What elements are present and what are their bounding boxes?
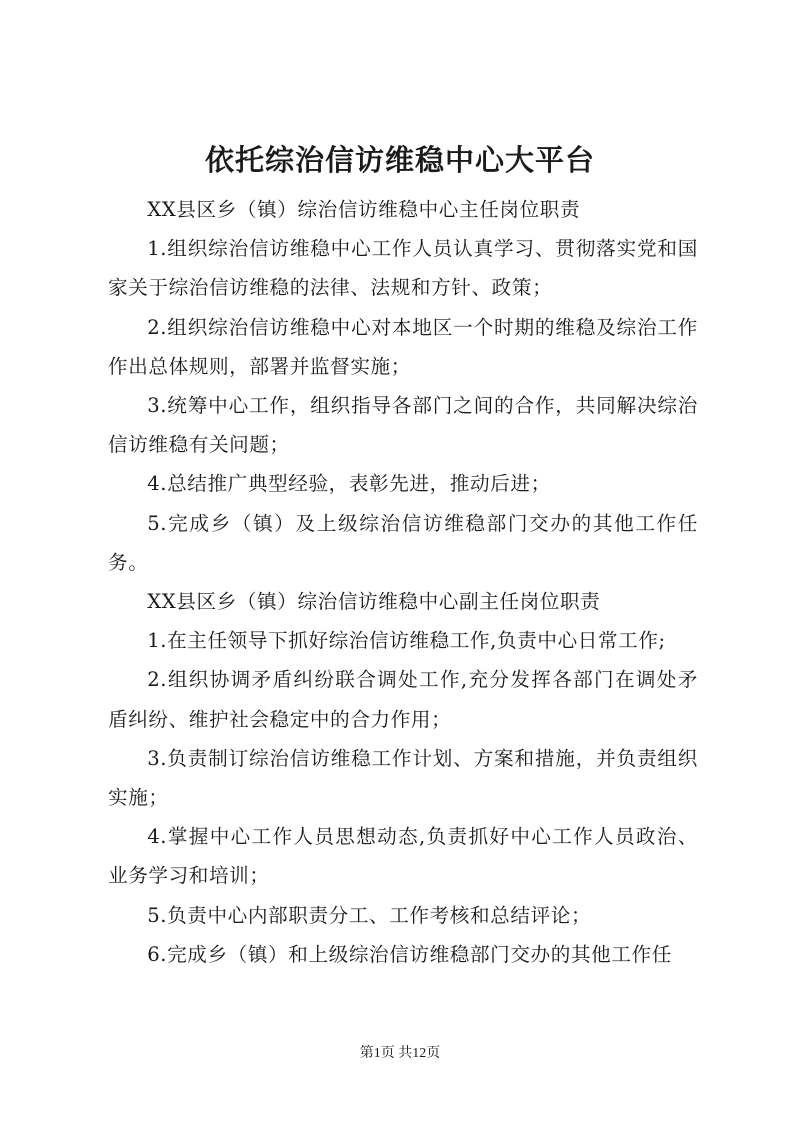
paragraph: 2.组织协调矛盾纠纷联合调处工作,充分发挥各部门在调处矛盾纠纷、维护社会稳定中的合力作用； xyxy=(108,668,698,731)
page-footer: 第1页 共12页 xyxy=(359,1046,441,1061)
paragraph: 2.组织综治信访维稳中心对本地区一个时期的维稳及综治工作作出总体规则，部署并监督实施； xyxy=(108,315,698,378)
section-heading: XX县区乡（镇）综治信访维稳中心主任岗位职责 xyxy=(147,198,581,221)
document-title: 依托综治信访维稳中心大平台 xyxy=(204,143,595,177)
document-body xyxy=(108,190,698,974)
paragraph: 6.完成乡（镇）和上级综治信访维稳部门交办的其他工作任 xyxy=(147,942,672,966)
paragraph: 1.在主任领导下抓好综治信访维稳工作,负责中心日常工作; xyxy=(147,629,666,653)
section-heading: XX县区乡（镇）综治信访维稳中心副主任岗位职责 xyxy=(147,590,601,614)
paragraph: 3.负责制订综治信访维稳工作计划、方案和措施，并负责组织实施； xyxy=(108,746,698,810)
paragraph: 4.掌握中心工作人员思想动态,负责抓好中心工作人员政治、业务学习和培训； xyxy=(108,825,698,888)
paragraph: 5.负责中心内部职责分工、工作考核和总结评论； xyxy=(147,903,592,927)
paragraph: 5.完成乡（镇）及上级综治信访维稳部门交办的其他工作任务。 xyxy=(108,511,698,574)
paragraph: 4.总结推广典型经验，表彰先进，推动后进； xyxy=(147,472,551,496)
paragraph: 3.统筹中心工作，组织指导各部门之间的合作，共同解决综治信访维稳有关问题； xyxy=(108,394,698,457)
paragraph: 1.组织综治信访维稳中心工作人员认真学习、贯彻落实党和国家关于综治信访维稳的法律、法规和方针、政策； xyxy=(108,237,698,300)
